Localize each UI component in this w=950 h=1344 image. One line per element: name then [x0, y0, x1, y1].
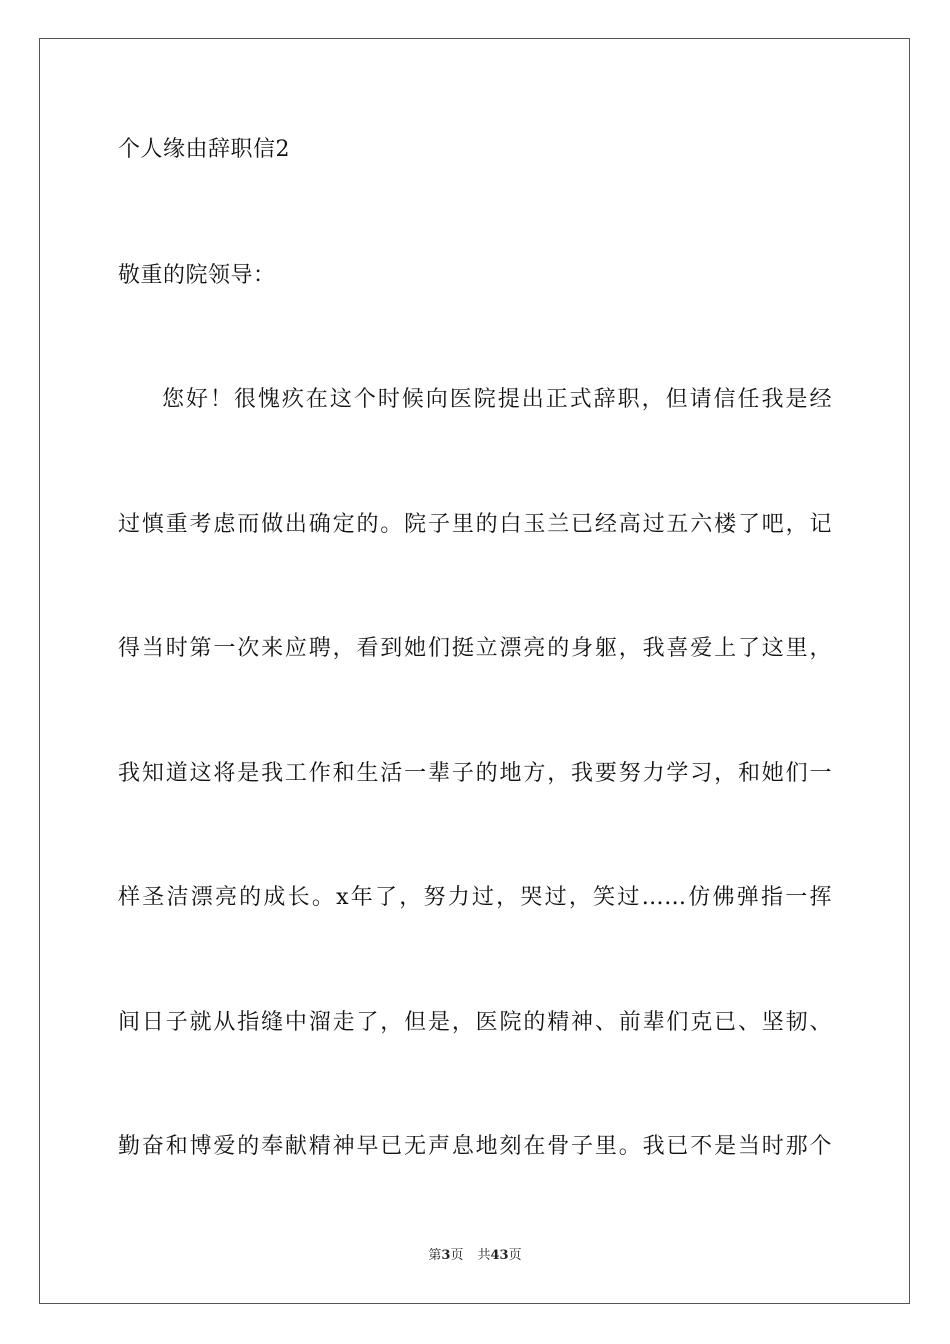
total-prefix: 共: [477, 1248, 491, 1263]
page-prefix: 第: [428, 1248, 442, 1263]
body-line: 过慎重考虑而做出确定的。院子里的白玉兰已经高过五六楼了吧，记: [118, 512, 832, 537]
body-line: 勤奋和博爱的奉献精神早已无声息地刻在骨子里。我已不是当时那个: [118, 1134, 832, 1159]
total-suffix: 页: [508, 1248, 522, 1263]
body-line: 您好！很愧疚在这个时候向医院提出正式辞职，但请信任我是经: [162, 387, 832, 412]
total-pages: 43: [490, 1248, 509, 1263]
page-footer: [0, 1248, 950, 1264]
page-border: [39, 38, 910, 1304]
body-line: 样圣洁漂亮的成长。x年了，努力过，哭过，笑过……仿佛弹指一挥: [118, 885, 832, 910]
body-line: 间日子就从指缝中溜走了，但是，医院的精神、前辈们克已、坚韧、: [118, 1010, 832, 1035]
salutation: 敬重的院领导：: [118, 263, 276, 288]
body-line: 得当时第一次来应聘，看到她们挺立漂亮的身躯，我喜爱上了这里，: [118, 636, 832, 661]
page-suffix: 页: [450, 1248, 464, 1263]
body-line: 我知道这将是我工作和生活一辈子的地方，我要努力学习，和她们一: [118, 761, 832, 786]
document-title: 个人缘由辞职信2: [118, 137, 290, 162]
page-number: 3: [441, 1248, 451, 1263]
